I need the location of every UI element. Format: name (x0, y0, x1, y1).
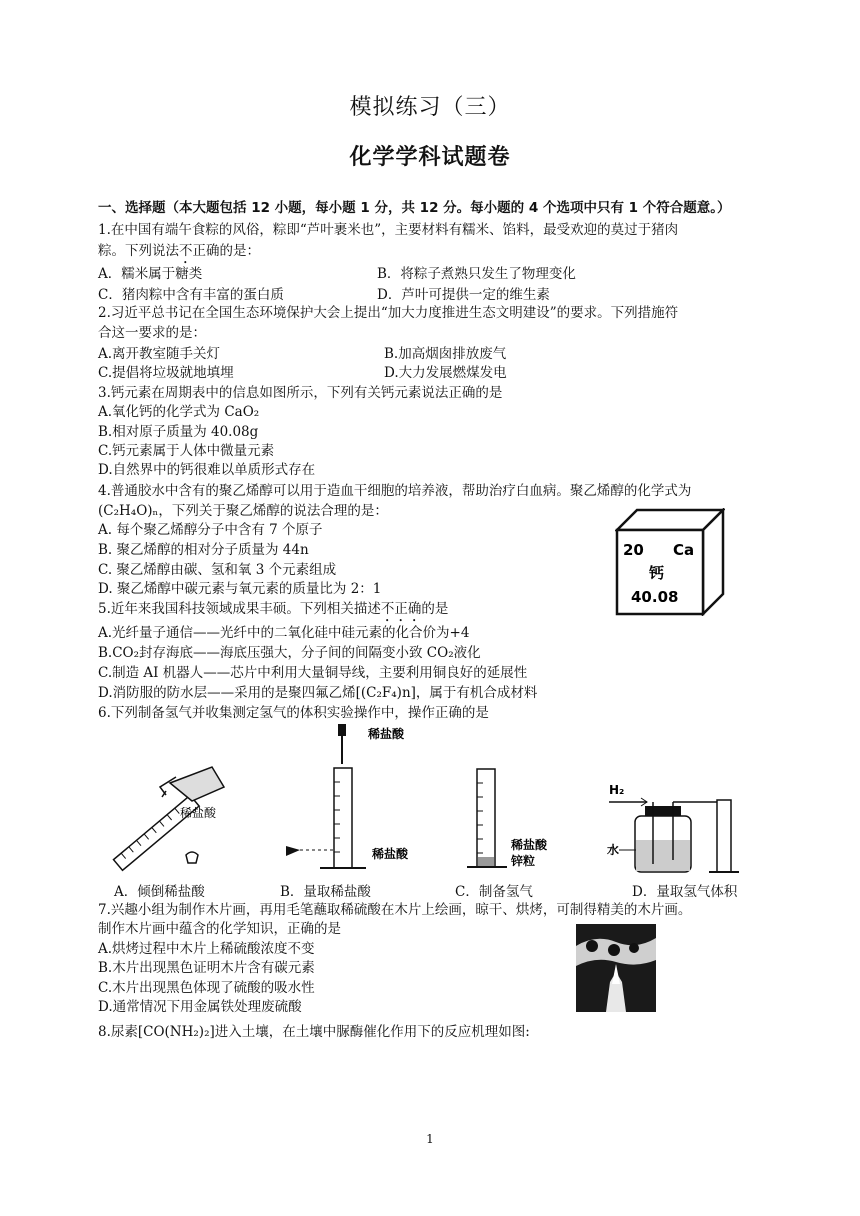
figure-pouring-acid (100, 765, 250, 875)
q2-stem-line1: 2.习近平总书记在全国生态环境保护大会上提出“加大力度推进生态文明建设”的要求。下列措施符 (98, 305, 679, 321)
q2-option-c: C.提倡将垃圾就地填埋 (98, 365, 234, 381)
q5-stem: 5.近年来我国科技领域成果丰硕。下列相关描述不正确的是 (98, 601, 449, 617)
q6-option-a: A．倾倒稀盐酸 (114, 884, 205, 900)
q3-option-a: A.氧化钙的化学式为 CaO₂ (98, 404, 260, 420)
label-acid-dropper: 稀盐酸 (368, 727, 405, 741)
figure-measuring-acid (280, 722, 430, 877)
q5-option-d: D.消防服的防水层——采用的是聚四氟乙烯[(C₂F₄)n]，属于有机合成材料 (98, 685, 538, 701)
q7-option-c: C.木片出现黑色体现了硫酸的吸水性 (98, 980, 315, 996)
label-h2: H₂ (609, 783, 625, 797)
label-water: 水 (607, 843, 620, 857)
q3-option-b: B.相对原子质量为 40.08g (98, 424, 259, 440)
q2-stem-line2: 合这一要求的是： (98, 325, 206, 341)
label-acid-cylinder: 稀盐酸 (372, 847, 409, 861)
page-subtitle: 化学学科试题卷 (349, 145, 511, 170)
q4-option-a: A. 每个聚乙烯醇分子中含有 7 个原子 (98, 522, 323, 538)
q5-option-a: A.光纤量子通信——光纤中的二氧化硅中硅元素的化合价为+4 (98, 625, 470, 641)
q8-stem: 8.尿素[CO(NH₂)₂]进入土壤，在土壤中脲酶催化作用下的反应机理如图: (98, 1024, 530, 1040)
q7-stem-line2: 制作木片画中蕴含的化学知识，正确的是 (98, 921, 341, 937)
label-acid: 稀盐酸 (180, 806, 217, 820)
q4-option-c: C. 聚乙烯醇由碳、氢和氧 3 个元素组成 (98, 562, 337, 578)
element-mass: 40.08 (631, 588, 679, 606)
q7-option-d: D.通常情况下用金属铁处理废硫酸 (98, 999, 302, 1015)
q3-option-c: C.钙元素属于人体中微量元素 (98, 443, 275, 459)
q3-option-d: D.自然界中的钙很难以单质形式存在 (98, 462, 316, 478)
figure-preparing-hydrogen (445, 765, 575, 875)
q1-option-d: D．芦叶可提供一定的维生素 (377, 287, 550, 303)
q2-option-d: D.大力发展燃煤发电 (384, 365, 507, 381)
q1-stem-line1: 1.在中国有端午食粽的风俗，粽即“芦叶裹米也”，主要材料有糯米、馅料，最受欢迎的莫过于猪肉 (98, 222, 679, 238)
q7-option-a: A.烘烤过程中木片上稀硫酸浓度不变 (98, 941, 315, 957)
q1-stem-line2: 粽。下列说法不正确的是： (98, 243, 260, 259)
calcium-element-card (615, 508, 725, 616)
page-title: 模拟练习（三） (349, 95, 511, 120)
q6-option-b: B．量取稀盐酸 (280, 884, 371, 900)
q5-option-c: C.制造 AI 机器人——芯片中利用大量铜导线，主要利用铜良好的延展性 (98, 665, 528, 681)
q6-option-d: D．量取氢气体积 (632, 884, 738, 900)
element-symbol: Ca (673, 541, 695, 559)
q2-option-b: B.加高烟囱排放废气 (384, 346, 507, 362)
section-heading: 一、选择题（本大题包括 12 小题，每小题 1 分，共 12 分。每小题的 4 个选项中只有 1 个符合题意。） (98, 200, 731, 216)
q5-option-b: B.CO₂封存海底——海底压强大，分子间的间隔变小致 CO₂液化 (98, 645, 481, 661)
q6-stem: 6.下列制备氢气并收集测定氢气的体积实验操作中，操作正确的是 (98, 705, 489, 721)
q4-option-d: D. 聚乙烯醇中碳元素与氧元素的质量比为 2：1 (98, 581, 382, 597)
q4-stem-line2: (C₂H₄O)ₙ，下列关于聚乙烯醇的说法合理的是： (98, 503, 388, 519)
label-zinc: 锌粒 (511, 854, 536, 868)
element-name: 钙 (649, 564, 665, 582)
q2-option-a: A.离开教室随手关灯 (98, 346, 221, 362)
wood-painting-photo (576, 924, 656, 1012)
page-number: 1 (426, 1132, 434, 1146)
q4-stem-line1: 4.普通胶水中含有的聚乙烯醇可以用于造血干细胞的培养液，帮助治疗白血病。聚乙烯醇的化学式为 (98, 483, 692, 499)
q1-option-c: C．猪肉粽中含有丰富的蛋白质 (98, 287, 284, 303)
q6-option-c: C．制备氢气 (455, 884, 533, 900)
q7-stem-line1: 7.兴趣小组为制作木片画，再用毛笔蘸取稀硫酸在木片上绘画，晾干、烘烤，可制得精美的木片画。 (98, 902, 692, 918)
figure-collecting-hydrogen (605, 780, 755, 875)
q7-option-b: B.木片出现黑色证明木片含有碳元素 (98, 960, 315, 976)
q4-option-b: B. 聚乙烯醇的相对分子质量为 44n (98, 542, 309, 558)
element-number: 20 (623, 541, 644, 559)
q3-stem: 3.钙元素在周期表中的信息如图所示，下列有关钙元素说法正确的是 (98, 385, 503, 401)
q1-option-a: A．糯米属于糖类 (98, 266, 203, 282)
q1-option-b: B．将粽子煮熟只发生了物理变化 (377, 266, 576, 282)
label-acid-c: 稀盐酸 (511, 838, 548, 852)
